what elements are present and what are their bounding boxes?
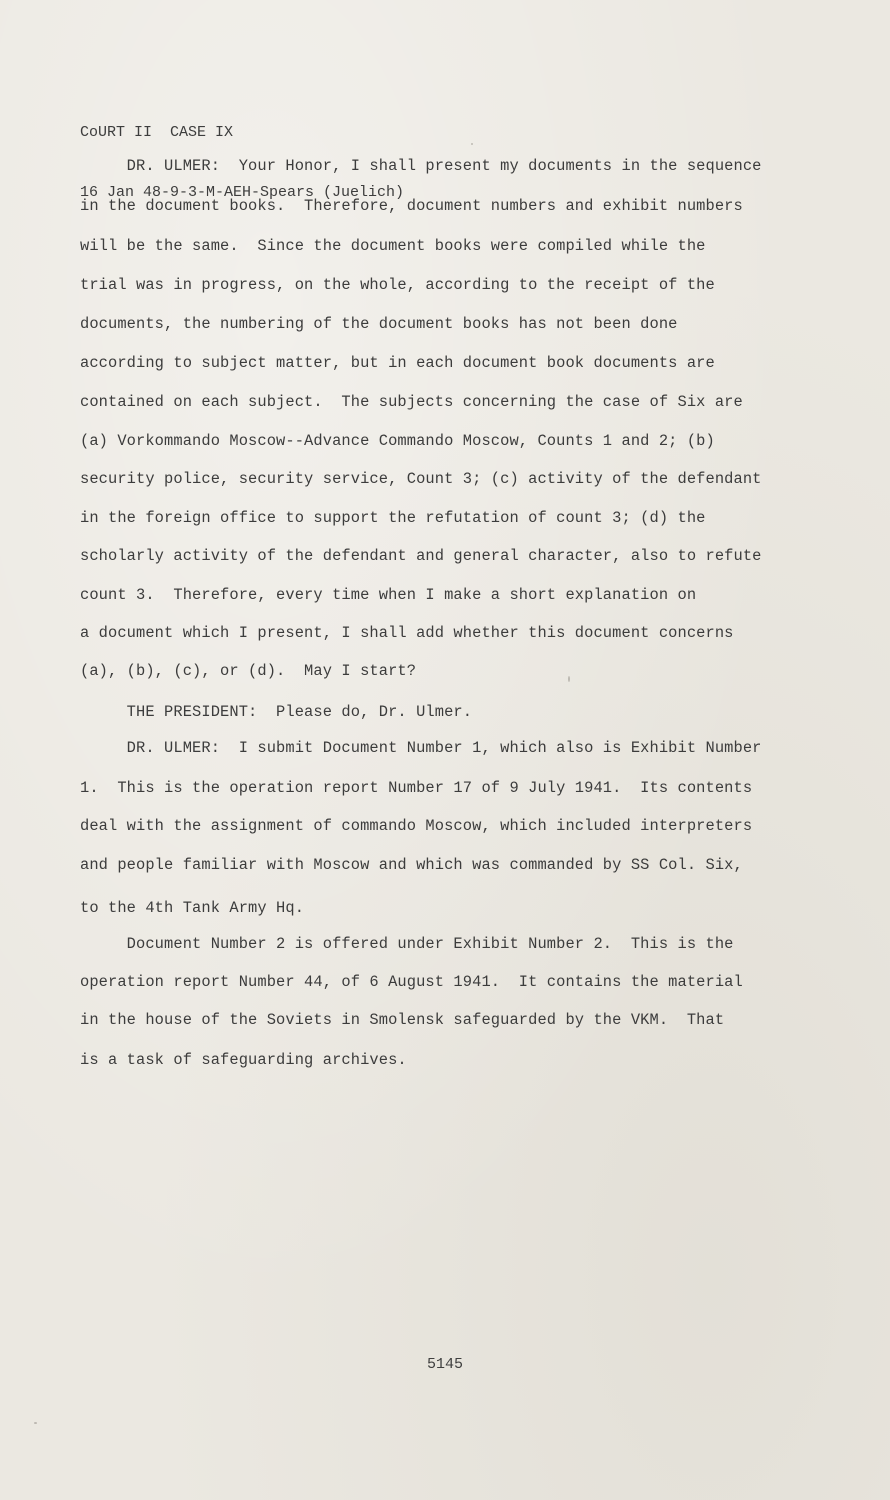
transcript-line: contained on each subject. The subjects concerning the case of Six are <box>80 393 743 411</box>
transcript-line: DR. ULMER: Your Honor, I shall present my documents in the sequence <box>80 157 762 175</box>
transcript-line: is a task of safeguarding archives. <box>80 1051 407 1069</box>
transcript-line: 1. This is the operation report Number 17 of 9 July 1941. Its contents <box>80 779 753 797</box>
transcript-line: will be the same. Since the document books were compiled while the <box>80 237 706 255</box>
page-number: 5145 <box>426 1356 463 1373</box>
transcript-line: THE PRESIDENT: Please do, Dr. Ulmer. <box>80 703 473 721</box>
transcript-line: DR. ULMER: I submit Document Number 1, which also is Exhibit Number <box>80 739 762 757</box>
header-session-info: 16 Jan 48-9-3-M-AEH-Spears (Juelich) <box>80 184 405 201</box>
transcript-line: operation report Number 44, of 6 August 1941. It contains the material <box>80 973 743 991</box>
transcript-line: documents, the numbering of the document books has not been done <box>80 315 678 333</box>
transcript-line: according to subject matter, but in each document book documents are <box>80 354 715 372</box>
transcript-line: in the foreign office to support the refutation of count 3; (d) the <box>80 509 706 527</box>
transcript-line: to the 4th Tank Army Hq. <box>80 899 305 917</box>
transcript-line: in the document books. Therefore, document numbers and exhibit numbers <box>80 197 743 215</box>
transcript-line: Document Number 2 is offered under Exhibit Number 2. This is the <box>80 935 734 953</box>
transcript-line: (a), (b), (c), or (d). May I start? <box>80 662 417 680</box>
transcript-line: security police, security service, Count 3; (c) activity of the defendant <box>80 470 762 488</box>
paper-speck <box>471 143 473 145</box>
transcript-line: count 3. Therefore, every time when I make a short explanation on <box>80 586 697 604</box>
transcript-line: (a) Vorkommando Moscow--Advance Commando Moscow, Counts 1 and 2; (b) <box>80 432 715 450</box>
paper-speck <box>568 676 570 682</box>
transcript-line: and people familiar with Moscow and which was commanded by SS Col. Six, <box>80 856 743 874</box>
transcript-line: trial was in progress, on the whole, according to the receipt of the <box>80 276 715 294</box>
transcript-line: deal with the assignment of commando Moscow, which included interpreters <box>80 817 753 835</box>
paper-speck <box>34 1422 37 1424</box>
transcript-line: in the house of the Soviets in Smolensk safeguarded by the VKM. That <box>80 1011 725 1029</box>
transcript-line: a document which I present, I shall add whether this document concerns <box>80 624 734 642</box>
transcript-line: scholarly activity of the defendant and general character, also to refute <box>80 547 762 565</box>
header-court-case: CoURT II CASE IX <box>80 124 234 141</box>
